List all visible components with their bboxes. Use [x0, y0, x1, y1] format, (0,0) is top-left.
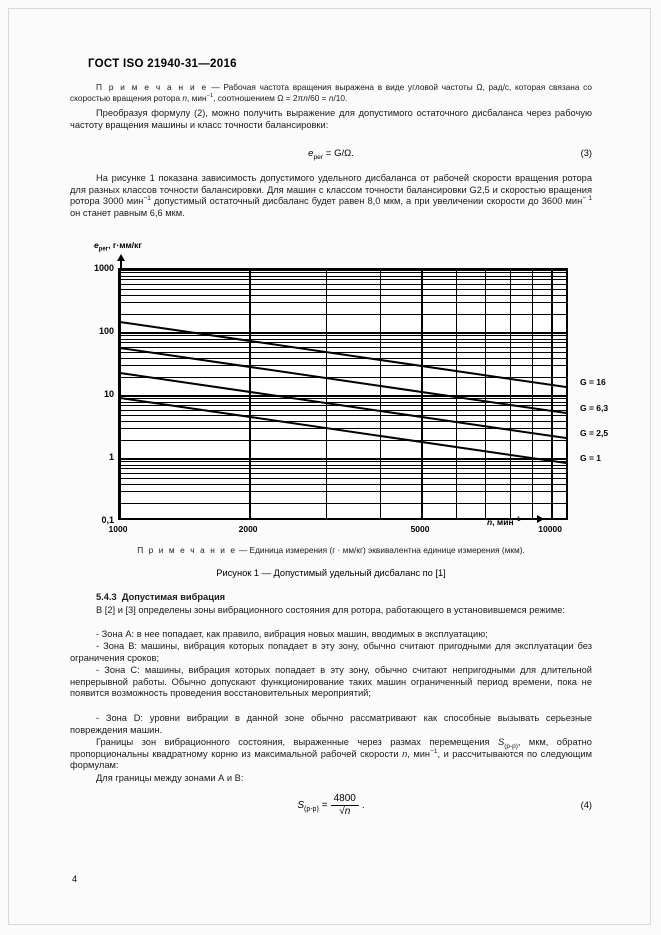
paragraph-1-text: Преобразуя формулу (2), можно получить выражение для допустимого остаточного дисбаланса через рабочую частоту вращения машины и класс точности балансировки: [70, 108, 592, 130]
figure-1-caption: Рисунок 1 — Допустимый удельный дисбаланс по [1] [216, 568, 446, 578]
chart-gridline-h [120, 314, 566, 315]
chart-gridline-h [120, 347, 566, 348]
chart-y-axis-title: $e_{рег}$, г·мм/кг [94, 240, 142, 253]
chart-gridline-v [551, 270, 553, 518]
chart-gridline-h [120, 478, 566, 479]
note-2-label: П р и м е ч а н и е [137, 545, 237, 555]
chart-gridline-h [120, 302, 566, 303]
chart-gridline-h [120, 473, 566, 474]
bullet-zone-d [70, 713, 592, 736]
page-title: ГОСТ ISO 21940-31—2016 [88, 58, 237, 70]
chart-x-axis-title: n, мин$^{-1}$ [487, 517, 521, 527]
chart-gridline-h [120, 415, 566, 416]
chart-series-line [120, 397, 568, 465]
chart-series-label: G = 6,3 [580, 402, 609, 413]
chart-x-tick-label: 5000 [410, 524, 430, 534]
chart-series-label: G = 2,5 [580, 428, 609, 439]
note-2-text: — Единица измерения (г · мм/кг) эквивалентна единице измерения (мкм). [238, 545, 525, 555]
formula-4-lhs: $S_{(p-p)}$ [297, 799, 319, 813]
chart-gridline-h [120, 484, 566, 485]
note-1-label: П р и м е ч а н и е [96, 82, 208, 92]
chart-gridline-h [120, 458, 566, 460]
paragraph-5-text: Для границы между зонами А и В: [96, 773, 244, 783]
chart-gridline-h [120, 465, 566, 466]
chart-gridline-h [120, 468, 566, 469]
chart-gridline-h [120, 276, 566, 277]
chart-x-axis-arrow [537, 515, 544, 523]
chart-y-tick-label: 100 [98, 326, 114, 336]
section-heading [70, 592, 592, 604]
chart-gridline-h [120, 342, 566, 343]
bullet-zone-c-text: - Зона С: машины, вибрация которых попадает в эту зону, обычно считают непригодными для длительной непрерывной работы. Обычно допускают функционирование таких машин ограниченный период времени, пока не появится возможность проведения восстановительных мероприятий; [70, 665, 592, 699]
chart-gridline-h [120, 395, 566, 397]
chart-gridline-h [120, 272, 566, 273]
chart-y-tick-label: 1000 [93, 263, 114, 273]
formula-4-equals: = [321, 799, 328, 811]
chart-gridline-v [510, 270, 511, 518]
formula-4-period: . [361, 799, 365, 811]
chart-gridline-v [249, 270, 251, 518]
chart-y-tick-label: 1 [108, 452, 114, 462]
section-title: Допустимая вибрация [121, 592, 226, 602]
chart-gridline-v [421, 270, 423, 518]
chart-gridline-h [120, 410, 566, 411]
chart-y-axis-arrow [117, 254, 125, 261]
paragraph-2 [70, 173, 592, 219]
chart-gridline-h [120, 421, 566, 422]
chart-gridline-h [120, 284, 566, 285]
chart-gridline-v [532, 270, 533, 518]
bullet-zone-b [70, 641, 592, 664]
chart-gridline-h [120, 503, 566, 504]
paragraph-1 [70, 108, 592, 131]
bullet-zone-a-text: - Зона А: в нее попадает, как правило, вибрация новых машин, вводимых в эксплуатацию; [96, 629, 488, 639]
note-1 [70, 82, 592, 103]
chart-series-label: G = 1 [580, 453, 602, 464]
chart-gridline-h [120, 398, 566, 399]
paragraph-5 [70, 773, 592, 785]
paragraph-4-text: Границы зон вибрационного состояния, выраженные через размах перемещения $S_{(p-p)}$, мкм, обратно пропорциональны квадратному корню из максимальной рабочей скорости n, мин$^{-1}$, и рассчитываются по следующим формулам: [70, 737, 592, 771]
chart-gridline-h [120, 269, 566, 271]
chart-gridline-h [120, 289, 566, 290]
chart-x-tick-label: 10000 [538, 524, 562, 534]
chart-gridline-h [120, 440, 566, 441]
chart-gridline-h [120, 365, 566, 366]
chart-gridline-v [326, 270, 327, 518]
page-number: 4 [72, 874, 78, 884]
bullet-zone-c [70, 665, 592, 700]
chart-x-tick-label: 1000 [108, 524, 128, 534]
chart-y-tick-label: 10 [103, 389, 114, 399]
chart-gridline-v [380, 270, 381, 518]
bullet-zone-b-text: - Зона В: машины, вибрация которых попадает в эту зону, обычно считают пригодными для эксплуатации без ограничения сроков; [70, 641, 592, 663]
formula-3-number: (3) [580, 148, 592, 158]
chart-gridline-h [120, 491, 566, 492]
chart-gridline-v [456, 270, 457, 518]
formula-4-numerator: 4800 [331, 793, 359, 806]
bullet-zone-a [70, 629, 592, 641]
chart-gridline-h [120, 352, 566, 353]
section-number: 5.4.3 [96, 592, 117, 602]
chart-x-tick-label: 2000 [238, 524, 258, 534]
formula-4-number: (4) [580, 800, 592, 810]
chart-gridline-h [120, 335, 566, 336]
figure-1-chart [84, 240, 609, 540]
paragraph-2-text: На рисунке 1 показана зависимость допустимого удельного дисбаланса от рабочей скорости вращения ротора для разных классов точности балансировки. Для машин с классом точности балансировки G2,5 и скоростью вращения ротора 3000 мин$^{-1}$ допустимый остаточный дисбаланс будет равен 8,0 мкм, а при увеличении скорости до 3600 мин$^{- 1}$ он станет равным 6,6 мкм. [70, 173, 593, 218]
chart-gridline-h [120, 279, 566, 280]
note-2 [70, 545, 592, 556]
chart-y-tick-label: 0,1 [101, 515, 114, 525]
chart-gridline-h [120, 461, 566, 462]
chart-plot-area [118, 268, 568, 520]
bullet-zone-d-text: - Зона D: уровни вибрации в данной зоне обычно рассматривают как способные вызывать серьезные повреждения машин. [70, 713, 592, 735]
chart-gridline-v [485, 270, 486, 518]
paragraph-3-text: В [2] и [3] определены зоны вибрационного состояния для ротора, работающего в установившемся режиме: [96, 605, 566, 615]
chart-gridline-h [120, 295, 566, 296]
chart-gridline-h [120, 339, 566, 340]
formula-4-denominator: √n [339, 805, 351, 817]
formula-3-expression: $e_{рег} = G/\Omega$. [308, 148, 354, 161]
note-1-text: — Рабочая частота вращения выражена в виде угловой частоты Ω, рад/с, которая связана со скоростью вращения ротора n, мин$^{-1}$, соотношением Ω = 2πn/60 = n/10. [70, 82, 592, 103]
chart-series-label: G = 16 [580, 377, 606, 388]
chart-gridline-v [119, 270, 121, 518]
paragraph-3 [70, 605, 592, 617]
paragraph-4 [70, 737, 592, 772]
